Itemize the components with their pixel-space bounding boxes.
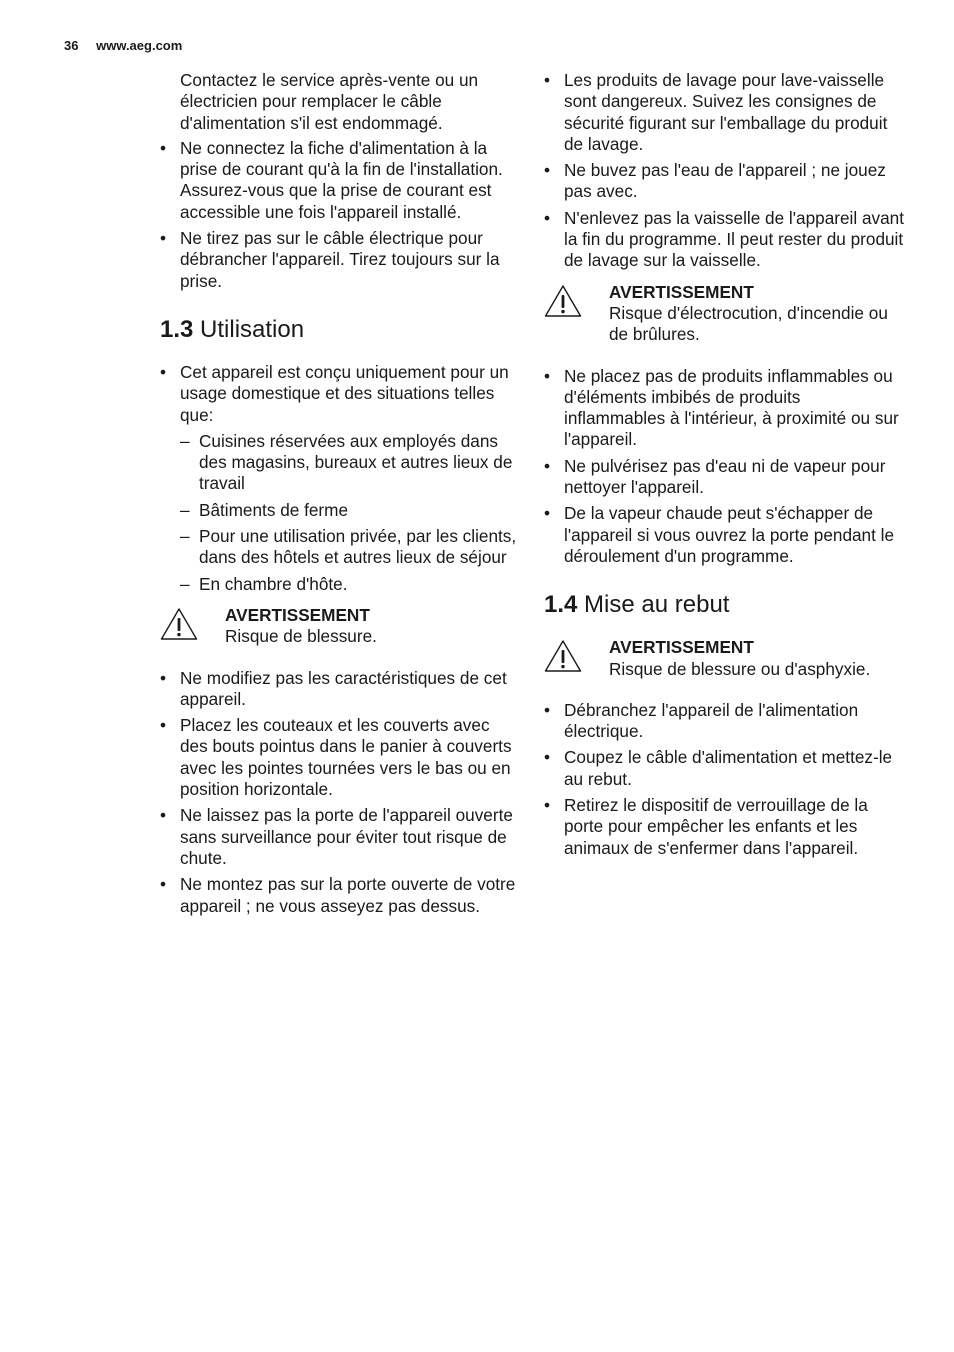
bullet-list-bottom-right [544,700,904,859]
list-item: • Débranchez l'appareil de l'alimentation électrique. [544,700,904,743]
list-item: • Placez les couteaux et les couverts avec des bouts pointus dans le panier à couverts avec les pointes tournées vers le bas ou en position horizontale. [160,715,520,800]
list-item [160,362,520,426]
warning-block [544,637,904,680]
section-title: Utilisation [200,315,305,343]
warning-title: AVERTISSEMENT [609,281,754,302]
usage-list [160,362,520,426]
usage-dash-list [180,431,520,595]
section-heading-utilisation [160,316,520,344]
section-number: 1.4 [544,591,578,619]
bullet-list-top-right [544,70,904,272]
list-item: • Ne connectez la fiche d'alimentation à la prise de courant qu'à la fin de l'installation. Assurez-vous que la prise de courant est accessible une fois l'appareil installé. [160,138,520,223]
list-item: • Ne modifiez pas les caractéristiques de cet appareil. [160,668,520,711]
right-column [544,70,904,864]
page-number: 36 [64,38,79,53]
list-item: • N'enlevez pas la vaisselle de l'appareil avant la fin du programme. Il peut rester du produit de lavage sur la vaisselle. [544,208,904,272]
list-item: • Retirez le dispositif de verrouillage de la porte pour empêcher les enfants et les animaux de s'enfermer dans l'appareil. [544,795,904,859]
list-item: • Ne buvez pas l'eau de l'appareil ; ne jouez pas avec. [544,160,904,203]
bullet-list-bottom-left [160,668,520,917]
warning-title: AVERTISSEMENT [225,604,370,625]
warning-triangle-icon [544,639,582,673]
left-column [160,70,520,922]
list-item: • Ne montez pas sur la porte ouverte de votre appareil ; ne vous asseyez pas dessus. [160,874,520,917]
warning-text: Risque de blessure ou d'asphyxie. [609,658,871,679]
list-item: • De la vapeur chaude peut s'échapper de l'appareil si vous ouvrez la porte pendant le déroulement d'un programme. [544,503,904,567]
dash-item: – Pour une utilisation privée, par les clients, dans des hôtels et autres lieux de séjour [180,526,520,569]
intro-text: Contactez le service après-vente ou un électricien pour remplacer le câble d'alimentation s'il est endommagé. [180,70,479,133]
section-heading-mise-au-rebut [544,591,904,619]
warning-block [160,605,520,648]
list-item: • Les produits de lavage pour lave-vaisselle sont dangereux. Suivez les consignes de sécurité figurant sur l'emballage du produit de lavage. [544,70,904,155]
page-header [64,38,182,53]
warning-text: Risque de blessure. [225,626,377,647]
bullet-list-top-left [160,138,520,292]
section-number: 1.3 [160,315,194,343]
list-item: • Ne laissez pas la porte de l'appareil ouverte sans surveillance pour éviter tout risque de chute. [160,805,520,869]
warning-title: AVERTISSEMENT [609,637,754,658]
usage-bullet-text: Cet appareil est conçu uniquement pour un usage domestique et des situations telles que: [180,361,509,425]
list-item: • Ne pulvérisez pas d'eau ni de vapeur pour nettoyer l'appareil. [544,456,904,499]
list-item: • Coupez le câble d'alimentation et mettez-le au rebut. [544,747,904,790]
section-title: Mise au rebut [584,591,730,619]
site-url: www.aeg.com [96,38,183,53]
dash-item: – Cuisines réservées aux employés dans des magasins, bureaux et autres lieux de travail [180,431,520,495]
dash-item: – En chambre d'hôte. [180,574,520,595]
warning-triangle-icon [544,284,582,318]
bullet-list-mid-right [544,366,904,568]
list-item: • Ne tirez pas sur le câble électrique pour débrancher l'appareil. Tirez toujours sur la prise. [160,228,520,292]
warning-triangle-icon [160,607,198,641]
list-item: • Ne placez pas de produits inflammables ou d'éléments imbibés de produits inflammables à l'intérieur, à proximité ou sur l'appareil. [544,366,904,451]
warning-block [544,282,904,346]
dash-item: – Bâtiments de ferme [180,500,520,521]
warning-text: Risque d'électrocution, d'incendie ou de brûlures. [609,302,888,345]
